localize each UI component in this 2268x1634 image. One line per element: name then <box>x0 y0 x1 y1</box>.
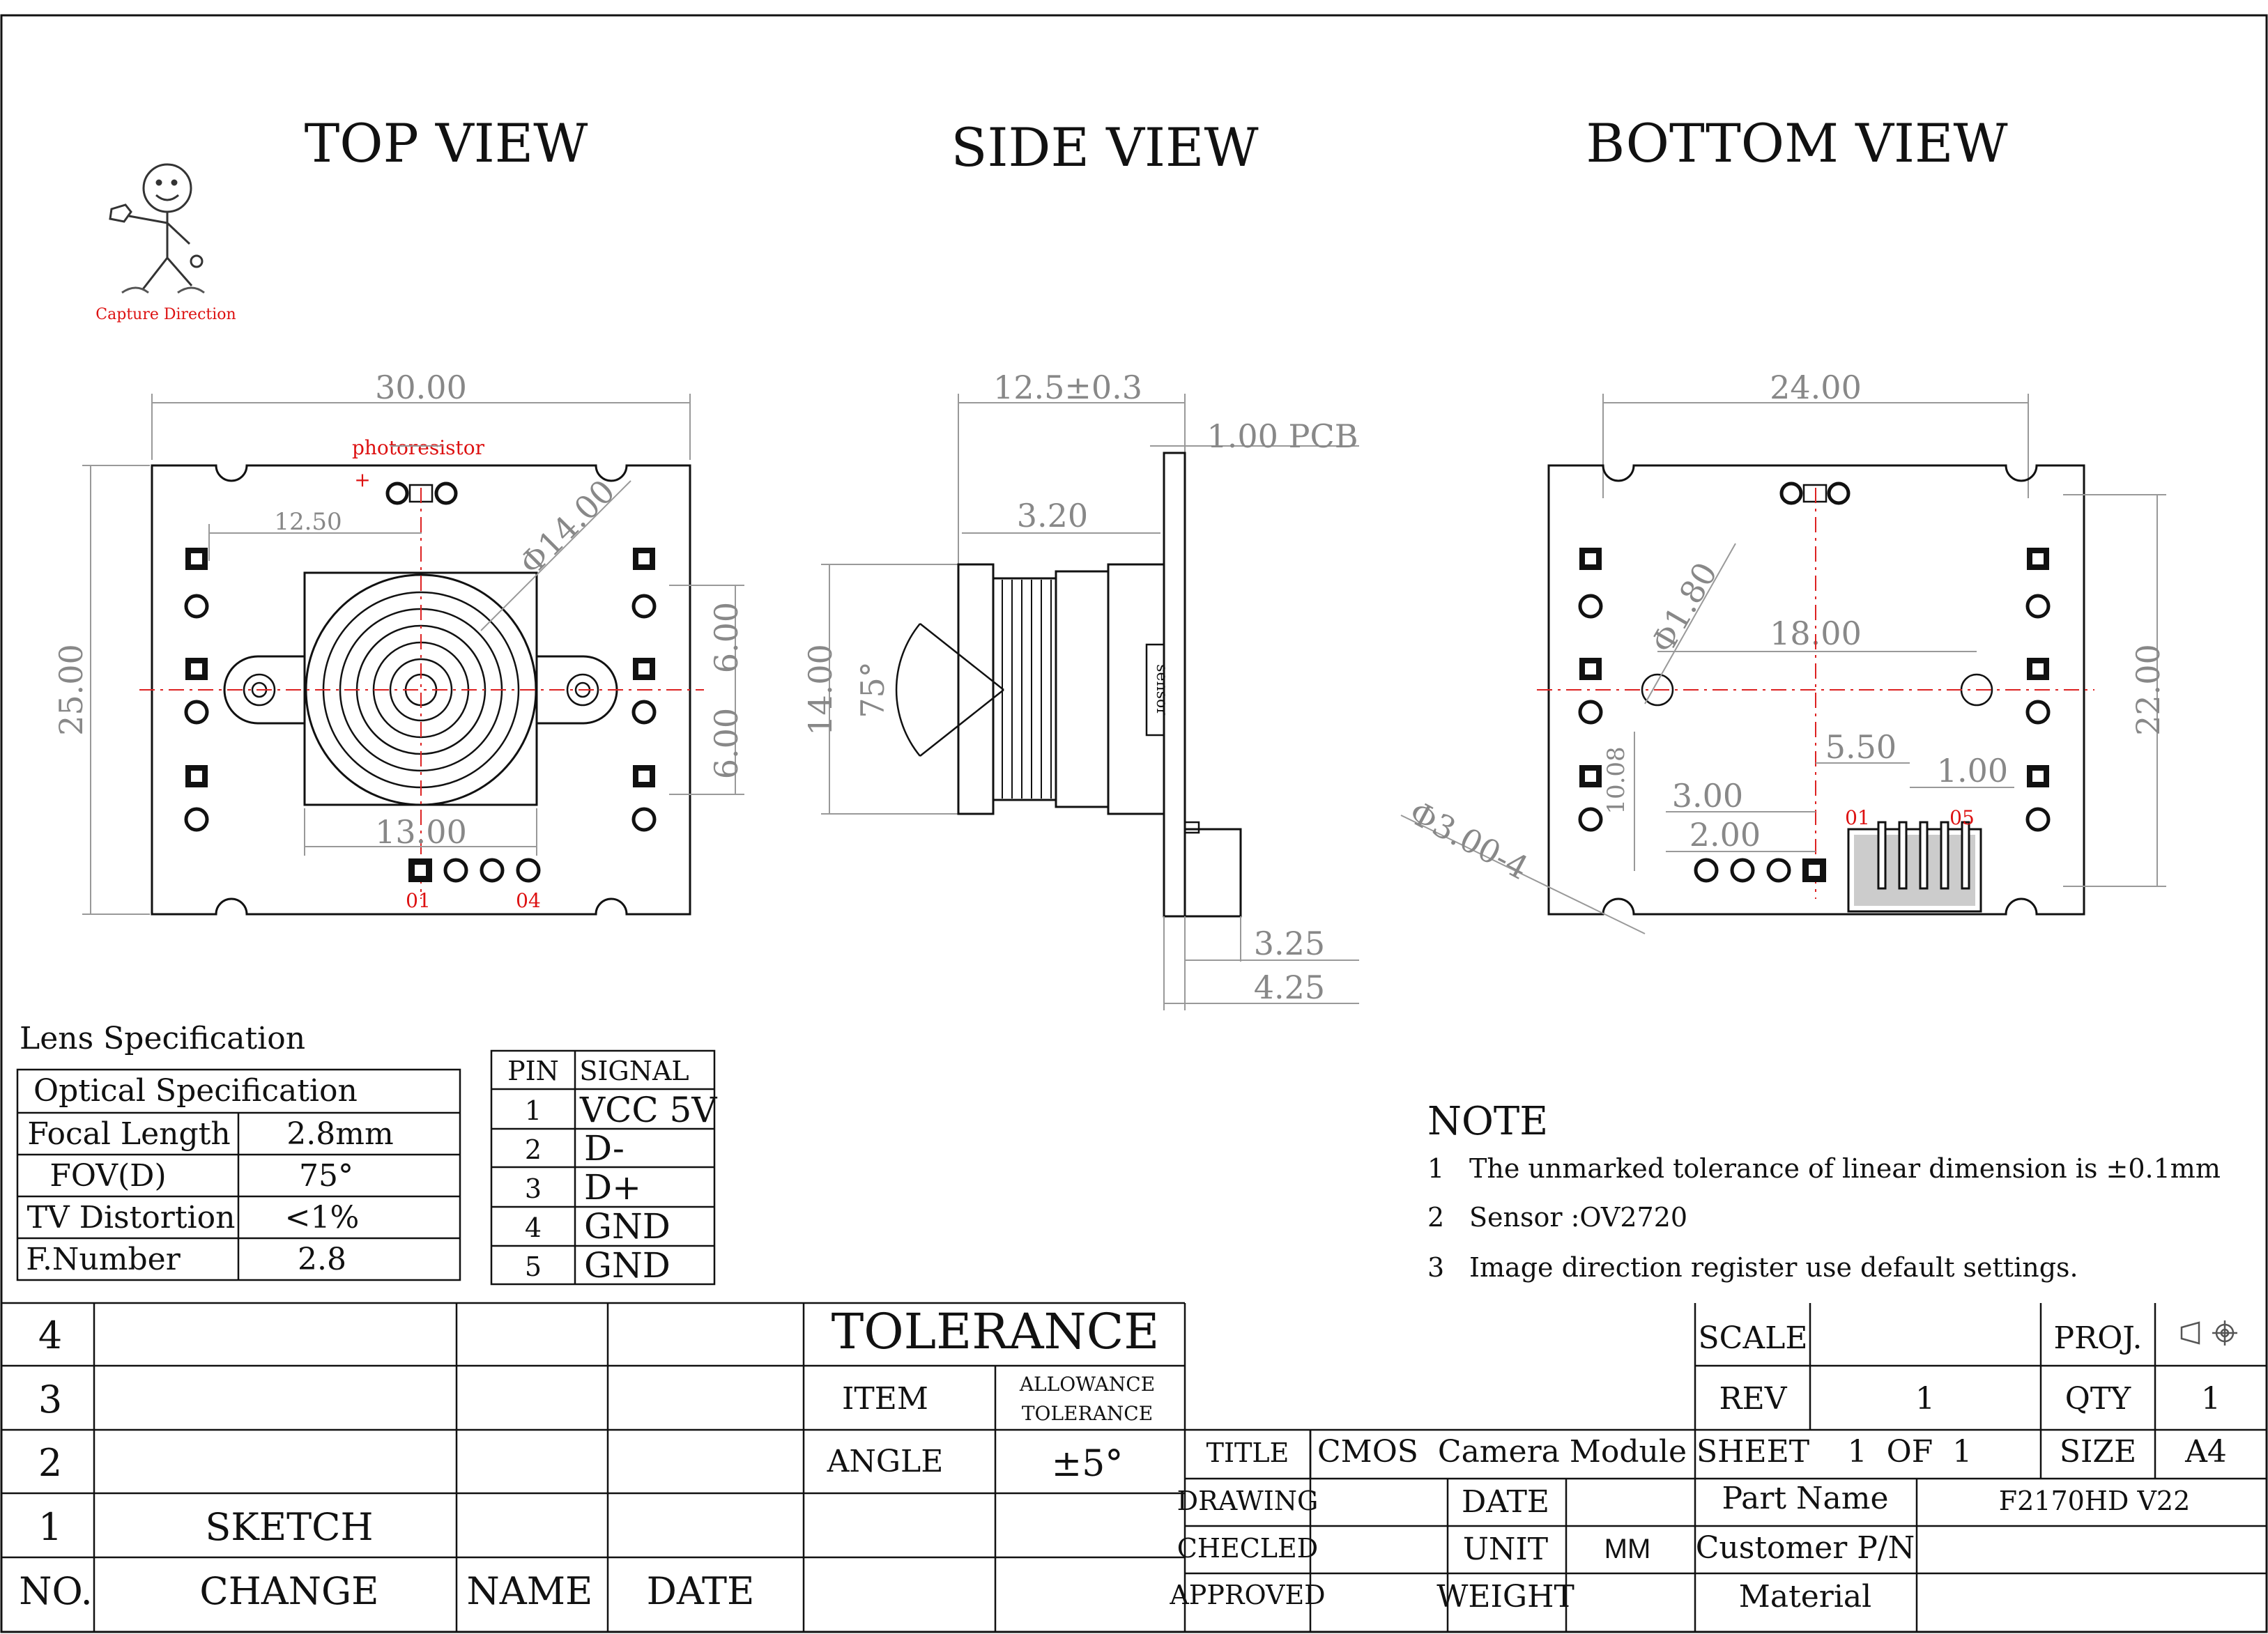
tol-allowance: ALLOWANCE <box>1019 1373 1156 1396</box>
rev-label: REV <box>1719 1381 1787 1417</box>
signal-col-header: SIGNAL <box>579 1056 689 1086</box>
bottom-conn-last: 05 <box>1949 806 1975 829</box>
title-block <box>1 1303 2267 1632</box>
note-title: NOTE <box>1427 1099 1549 1144</box>
note-number: 3 <box>1427 1252 1445 1283</box>
part-name-value: F2170HD V22 <box>1998 1486 2191 1516</box>
rev-row-label: 3 <box>38 1378 63 1421</box>
lens-spec-label: F.Number <box>26 1242 181 1277</box>
date-label: DATE <box>1461 1484 1550 1520</box>
title-value: CMOS Camera Module <box>1317 1434 1687 1470</box>
note-number: 2 <box>1427 1202 1445 1233</box>
bottom-dim-height: 22.00 <box>2129 644 2167 736</box>
top-left-pins <box>185 548 208 830</box>
drawing-label: DRAWING <box>1177 1486 1319 1516</box>
rev-value: 1 <box>1915 1381 1935 1417</box>
material-label: Material <box>1738 1579 1872 1614</box>
pin-number: 5 <box>524 1251 542 1282</box>
tol-angle: ANGLE <box>827 1444 944 1479</box>
pin-signal: D- <box>584 1128 625 1169</box>
top-pin-last: 04 <box>516 889 541 912</box>
side-dim-a: 3.25 <box>1253 925 1326 962</box>
lens-spec-header: Optical Specification <box>33 1073 358 1109</box>
pin-number: 2 <box>524 1134 542 1165</box>
note-text: Sensor :OV2720 <box>1469 1202 1688 1233</box>
hdr-name: NAME <box>466 1569 593 1613</box>
plus-mark: + <box>354 468 371 491</box>
pin-signal: GND <box>584 1245 671 1286</box>
lens-spec-table <box>17 1070 460 1280</box>
top-dim-lens-dia: Φ14.00 <box>512 472 622 583</box>
pin-signal: D+ <box>584 1167 641 1208</box>
top-view-title: TOP VIEW <box>304 112 588 174</box>
qty-value: 1 <box>2201 1381 2221 1417</box>
checked-label: CHECLED <box>1177 1533 1319 1564</box>
pin-number: 1 <box>524 1095 542 1126</box>
unit-label: UNIT <box>1462 1532 1549 1567</box>
top-dim-lens-offset: 12.50 <box>274 508 342 536</box>
rev-row-label: 4 <box>38 1313 63 1357</box>
top-dim-upper: 6.00 <box>707 601 745 674</box>
bottom-dim-a: 5.50 <box>1825 728 1897 766</box>
size-value: A4 <box>2185 1434 2227 1470</box>
sensor-label: sensor <box>1153 664 1170 716</box>
side-view-title: SIDE VIEW <box>951 116 1259 178</box>
approved-label: APPROVED <box>1170 1580 1326 1610</box>
pin-signal: VCC 5V <box>580 1090 717 1130</box>
hdr-no: NO. <box>19 1569 93 1613</box>
bottom-left-pins <box>1579 548 1602 830</box>
sheet-label: SHEET <box>1696 1434 1810 1470</box>
top-dim-height: 25.00 <box>52 644 90 736</box>
lens-spec-value: 2.8 <box>298 1242 346 1277</box>
lens-spec-label: FOV(D) <box>49 1158 167 1194</box>
bottom-dim-c: 3.00 <box>1671 777 1744 815</box>
note-text: Image direction register use default settings. <box>1469 1252 2078 1283</box>
bottom-dim-width: 24.00 <box>1770 369 1862 406</box>
weight-label: WEIGHT <box>1436 1579 1574 1614</box>
customer-pn-label: Customer P/N <box>1695 1530 1915 1566</box>
side-dim-barrel: 3.20 <box>1016 497 1089 534</box>
change-sketch: SKETCH <box>205 1505 374 1549</box>
pin-table <box>491 1051 717 1286</box>
size-label: SIZE <box>2059 1434 2137 1470</box>
rev-row-label: 1 <box>38 1505 63 1549</box>
projection-symbol-icon <box>2182 1320 2237 1346</box>
tol-item: ITEM <box>842 1381 928 1417</box>
hdr-date: DATE <box>646 1569 755 1613</box>
scale-label: SCALE <box>1698 1320 1808 1356</box>
photoresistor-label: photoresistor <box>351 436 485 459</box>
part-name-label: Part Name <box>1722 1481 1889 1516</box>
bottom-conn-first: 01 <box>1845 806 1870 829</box>
lens-spec-label: TV Distortion <box>26 1200 236 1235</box>
lens-spec-title: Lens Specification <box>20 1021 306 1056</box>
bottom-dim-d: 2.00 <box>1689 816 1761 854</box>
top-right-pins <box>633 548 655 830</box>
bottom-view-title: BOTTOM VIEW <box>1586 112 2008 174</box>
title-label: TITLE <box>1206 1438 1289 1468</box>
pin-col-header: PIN <box>507 1056 559 1086</box>
side-dim-length: 12.5±0.3 <box>993 369 1143 406</box>
side-view <box>802 369 1359 1010</box>
bottom-dim-hole: Φ1.80 <box>1643 555 1725 660</box>
tol-allowance-2: TOLERANCE <box>1021 1402 1154 1425</box>
lens-spec-value: 2.8mm <box>286 1116 394 1152</box>
tol-angle-value: ±5° <box>1051 1443 1124 1485</box>
top-pin-first: 01 <box>406 889 431 912</box>
pin-number: 4 <box>524 1212 542 1243</box>
sheet-value: 1 OF 1 <box>1847 1434 1972 1470</box>
capture-direction-label: Capture Direction <box>95 306 236 323</box>
proj-label: PROJ. <box>2053 1320 2143 1356</box>
bottom-dim-b: 1.00 <box>1936 752 2009 789</box>
bottom-dim-mount: Φ3.00-4 <box>1403 793 1535 888</box>
top-view <box>52 369 745 914</box>
rev-row-label: 2 <box>38 1441 63 1485</box>
pin-number: 3 <box>524 1173 542 1204</box>
side-dim-height: 14.00 <box>802 644 839 736</box>
note-number: 1 <box>1427 1153 1445 1184</box>
unit-value: MM <box>1604 1534 1651 1564</box>
top-dim-lens-square: 13.00 <box>375 813 467 851</box>
lens-spec-value: 75° <box>299 1158 353 1194</box>
lens-spec-label: Focal Length <box>27 1116 231 1152</box>
qty-label: QTY <box>2064 1381 2131 1417</box>
capture-direction-icon <box>110 164 204 293</box>
pin-signal: GND <box>584 1206 671 1247</box>
bottom-right-pins <box>2027 548 2049 830</box>
bottom-view <box>1401 369 2167 934</box>
side-dim-b: 4.25 <box>1253 969 1326 1006</box>
side-dim-pcb: 1.00 PCB <box>1206 417 1358 455</box>
top-dim-lower: 6.00 <box>707 707 745 780</box>
hdr-change: CHANGE <box>199 1569 379 1613</box>
tolerance-title: TOLERANCE <box>831 1303 1160 1360</box>
bottom-dim-holes-span: 18.00 <box>1770 615 1862 652</box>
bottom-dim-e: 10.08 <box>1602 746 1630 815</box>
note-text: The unmarked tolerance of linear dimension is ±0.1mm <box>1469 1153 2221 1184</box>
notes <box>1427 1099 2221 1283</box>
top-dim-width: 30.00 <box>375 369 467 406</box>
lens-spec-value: <1% <box>284 1200 360 1235</box>
side-dim-angle: 75° <box>854 661 891 718</box>
